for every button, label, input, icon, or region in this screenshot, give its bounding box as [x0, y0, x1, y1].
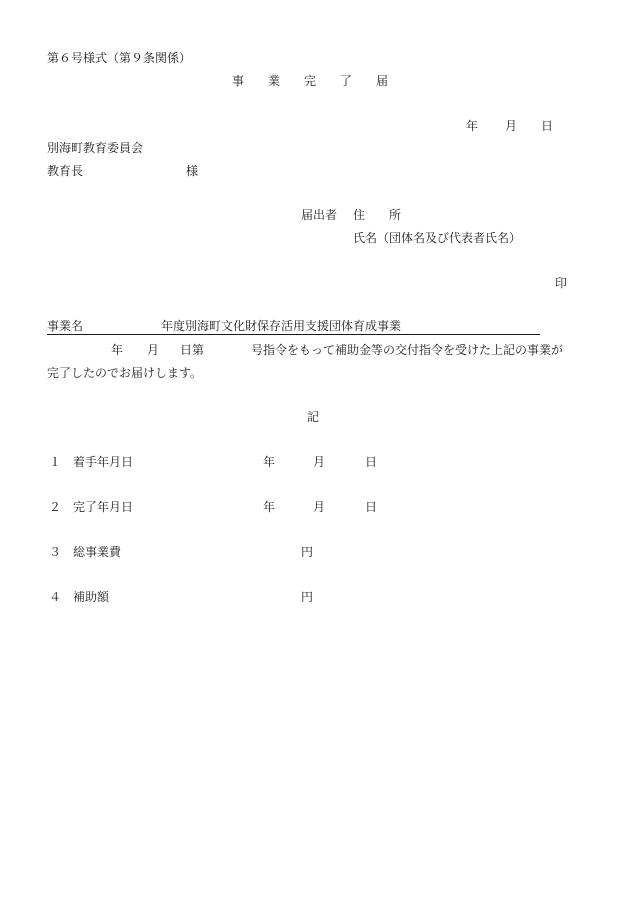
seal-mark: 印 — [555, 276, 568, 290]
item-number: ４ — [49, 590, 62, 604]
item-label: 着手年月日 — [73, 455, 134, 469]
item-month: 月 — [313, 455, 326, 469]
body-rest: 号指令をもって補助金等の交付指令を受けた上記の事業が — [251, 343, 564, 357]
item-number: ２ — [49, 500, 62, 514]
item-month: 月 — [313, 500, 326, 514]
applicant-address-label: 住 所 — [353, 208, 402, 222]
ki-heading: 記 — [307, 410, 320, 424]
item-year: 年 — [263, 455, 276, 469]
document-title: 事 業 完 了 届 — [232, 74, 389, 88]
date-year: 年 — [466, 119, 479, 133]
recipient-role: 教育長 — [47, 164, 84, 178]
recipient-org: 別海町教育委員会 — [47, 141, 144, 155]
applicant-name-label: 氏名（団体名及び代表者氏名） — [353, 231, 522, 245]
project-underline — [47, 334, 540, 335]
recipient-honorific: 様 — [186, 164, 199, 178]
item-label: 総事業費 — [73, 545, 122, 559]
body-month: 月 — [147, 343, 160, 357]
item-unit: 円 — [301, 590, 314, 604]
item-number: １ — [49, 455, 62, 469]
applicant-label: 届出者 — [301, 208, 338, 222]
form-number: 第６号様式（第９条関係） — [47, 51, 192, 65]
project-name: 年度別海町文化財保存活用支援団体育成事業 — [161, 319, 402, 333]
project-label: 事業名 — [47, 319, 84, 333]
item-year: 年 — [263, 500, 276, 514]
body-year: 年 — [111, 343, 124, 357]
item-label: 完了年月日 — [73, 500, 134, 514]
date-day: 日 — [541, 119, 554, 133]
body-day-no: 日第 — [180, 343, 205, 357]
item-unit: 円 — [301, 545, 314, 559]
item-number: ３ — [49, 545, 62, 559]
body-line2: 完了したのでお届けします。 — [47, 366, 203, 380]
item-day: 日 — [365, 455, 378, 469]
date-month: 月 — [505, 119, 518, 133]
item-label: 補助額 — [73, 590, 110, 604]
item-day: 日 — [365, 500, 378, 514]
